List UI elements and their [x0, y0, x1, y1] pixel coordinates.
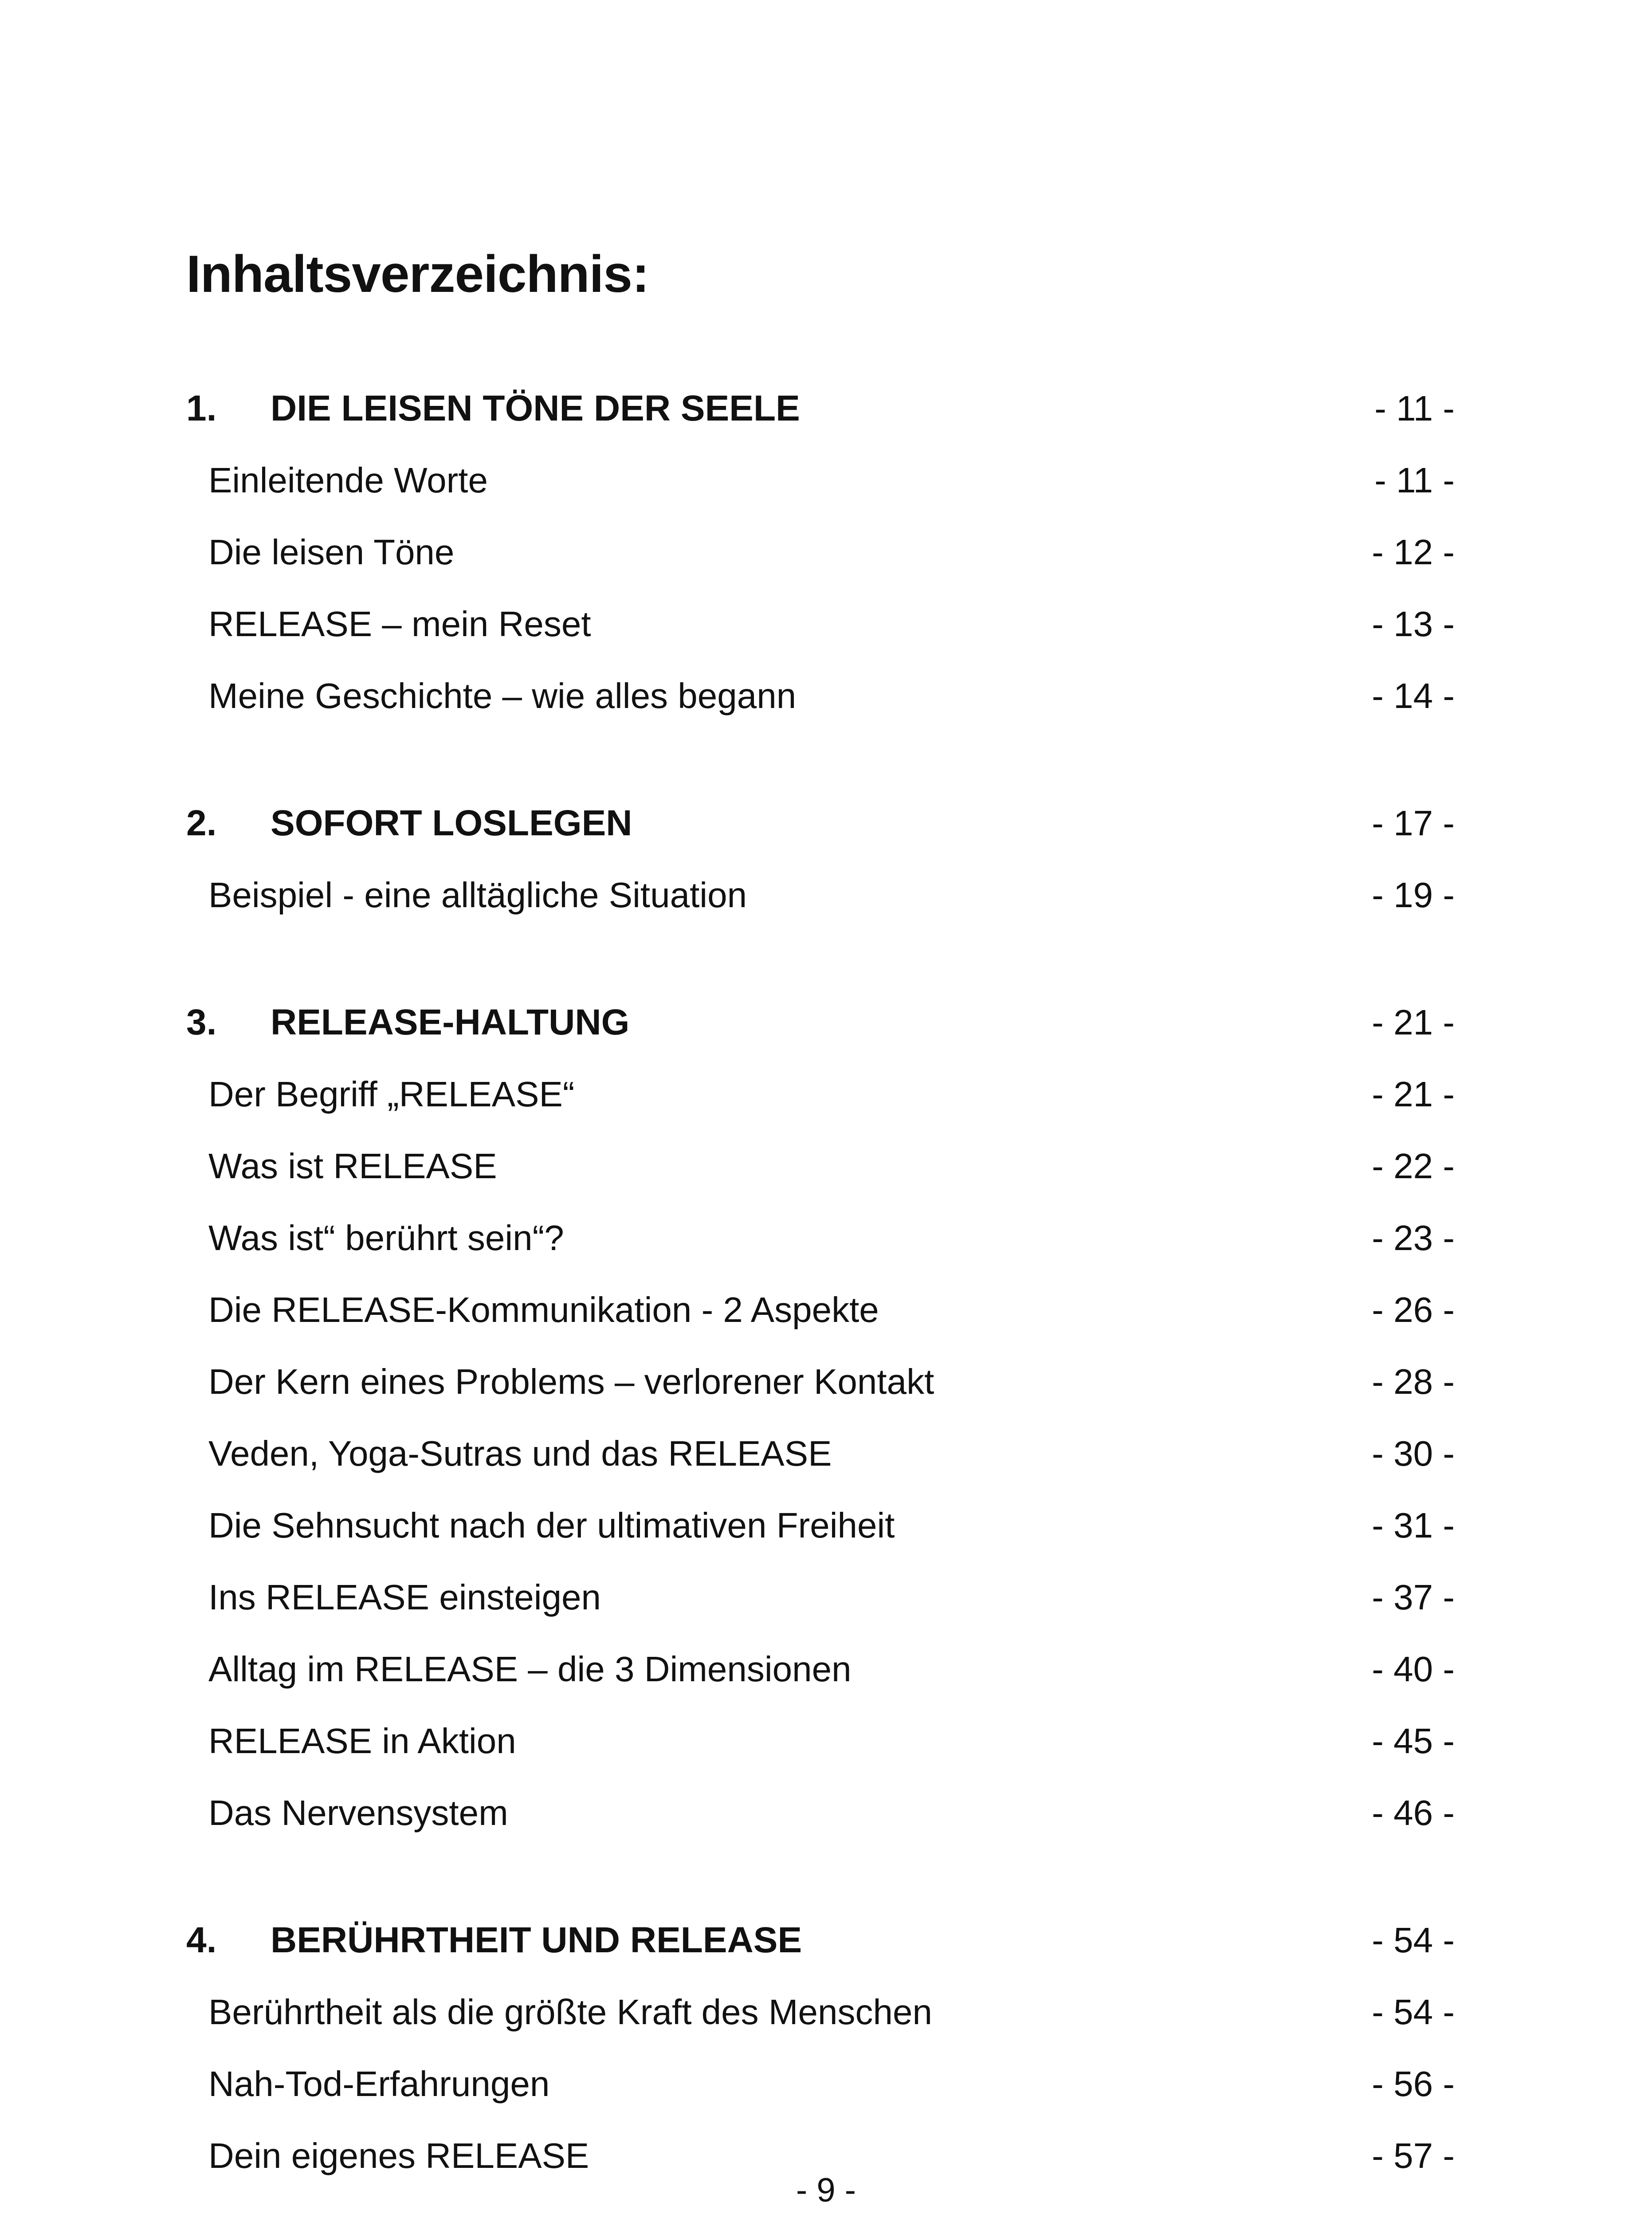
table-of-contents	[186, 373, 1455, 2192]
toc-entry[interactable]	[186, 516, 1455, 588]
toc-entry-title: Was ist“ berührt sein“?	[208, 1218, 564, 1258]
toc-entry-title: Was ist RELEASE	[208, 1146, 497, 1186]
toc-entry[interactable]	[186, 859, 1455, 931]
toc-entry-title: Das Nervensystem	[208, 1793, 508, 1833]
toc-entry-page: - 30 -	[1372, 1434, 1455, 1473]
toc-entry-page: - 56 -	[1372, 2064, 1455, 2104]
chapter-heading-text	[186, 373, 800, 444]
chapter-title: DIE LEISEN TÖNE DER SEELE	[271, 388, 800, 429]
chapter-number: 2.	[186, 803, 217, 843]
toc-entry-title: Ins RELEASE einsteigen	[208, 1577, 601, 1617]
toc-entry[interactable]	[186, 1633, 1455, 1705]
chapter-page-number: - 21 -	[1372, 1003, 1455, 1042]
toc-entry-page: - 54 -	[1372, 1992, 1455, 2032]
toc-entry-page: - 26 -	[1372, 1290, 1455, 1329]
toc-entry[interactable]	[186, 660, 1455, 732]
toc-entry[interactable]	[186, 1976, 1455, 2048]
toc-entry[interactable]	[186, 1274, 1455, 1346]
toc-entry-page: - 12 -	[1372, 532, 1455, 572]
chapter-heading-text	[186, 787, 632, 859]
chapter-heading-text	[186, 1904, 802, 1976]
toc-entry[interactable]	[186, 1561, 1455, 1633]
toc-chapter-heading[interactable]	[186, 787, 1455, 859]
toc-chapter-2	[186, 787, 1455, 931]
toc-entry-title: RELEASE – mein Reset	[208, 604, 591, 644]
toc-entry-title: Beispiel - eine alltägliche Situation	[208, 875, 747, 915]
toc-entry-title: Der Begriff „RELEASE“	[208, 1074, 575, 1114]
toc-entry[interactable]	[186, 1705, 1455, 1777]
chapter-page-number: - 17 -	[1372, 803, 1455, 843]
toc-entry[interactable]	[186, 1418, 1455, 1490]
toc-entry-page: - 37 -	[1372, 1577, 1455, 1617]
toc-entry-page: - 57 -	[1372, 2136, 1455, 2175]
toc-entry-page: - 28 -	[1372, 1362, 1455, 1401]
toc-entry-page: - 13 -	[1372, 604, 1455, 644]
chapter-page-number: - 11 -	[1374, 389, 1455, 428]
chapter-title: BERÜHRTHEIT UND RELEASE	[271, 1920, 802, 1960]
toc-entry[interactable]	[186, 588, 1455, 660]
toc-entry-title: Nah-Tod-Erfahrungen	[208, 2064, 550, 2104]
chapter-number: 1.	[186, 388, 217, 429]
toc-chapter-1	[186, 373, 1455, 732]
toc-entry[interactable]	[186, 2048, 1455, 2120]
toc-entry-page: - 46 -	[1372, 1793, 1455, 1833]
toc-entry-title: Alltag im RELEASE – die 3 Dimensionen	[208, 1649, 852, 1689]
toc-entry-title: Einleitende Worte	[208, 460, 488, 500]
toc-entry-page: - 14 -	[1372, 676, 1455, 716]
toc-entry-page: - 40 -	[1372, 1649, 1455, 1689]
toc-entry-title: RELEASE in Aktion	[208, 1721, 516, 1761]
toc-chapter-4	[186, 1904, 1455, 2192]
toc-entry-title: Die Sehnsucht nach der ultimativen Freiheit	[208, 1506, 895, 1545]
toc-entry[interactable]	[186, 1058, 1455, 1130]
toc-entry-page: - 31 -	[1372, 1506, 1455, 1545]
toc-entry-page: - 45 -	[1372, 1721, 1455, 1761]
toc-chapter-heading[interactable]	[186, 987, 1455, 1058]
toc-chapter-heading[interactable]	[186, 1904, 1455, 1976]
toc-entry-title: Die RELEASE-Kommunikation - 2 Aspekte	[208, 1290, 879, 1329]
toc-entry[interactable]	[186, 1130, 1455, 1202]
page-number-footer: - 9 -	[796, 2171, 856, 2209]
toc-entry-title: Veden, Yoga-Sutras und das RELEASE	[208, 1434, 832, 1473]
toc-entry-page: - 21 -	[1372, 1074, 1455, 1114]
toc-entry[interactable]	[186, 1490, 1455, 1561]
toc-entry[interactable]	[186, 1202, 1455, 1274]
toc-entry[interactable]	[186, 1777, 1455, 1849]
toc-entry-page: - 23 -	[1372, 1218, 1455, 1258]
toc-entry-title: Meine Geschichte – wie alles begann	[208, 676, 797, 716]
toc-entry-page: - 19 -	[1372, 875, 1455, 915]
chapter-heading-text	[186, 987, 629, 1058]
chapter-title: RELEASE-HALTUNG	[271, 1002, 630, 1042]
toc-entry-title: Berührtheit als die größte Kraft des Menschen	[208, 1992, 932, 2032]
page-title: Inhaltsverzeichnis:	[186, 245, 649, 304]
chapter-title: SOFORT LOSLEGEN	[271, 803, 632, 843]
toc-chapter-heading[interactable]	[186, 373, 1455, 444]
toc-entry[interactable]	[186, 1346, 1455, 1418]
toc-entry-page: - 22 -	[1372, 1146, 1455, 1186]
chapter-number: 3.	[186, 1002, 217, 1042]
toc-entry[interactable]	[186, 444, 1455, 516]
toc-entry-title: Der Kern eines Problems – verlorener Kontakt	[208, 1362, 934, 1401]
chapter-page-number: - 54 -	[1372, 1920, 1455, 1960]
toc-entry-page: - 11 -	[1374, 460, 1455, 500]
toc-chapter-3	[186, 987, 1455, 1849]
toc-entry-title: Dein eigenes RELEASE	[208, 2136, 589, 2175]
chapter-number: 4.	[186, 1920, 217, 1960]
toc-entry-title: Die leisen Töne	[208, 532, 455, 572]
